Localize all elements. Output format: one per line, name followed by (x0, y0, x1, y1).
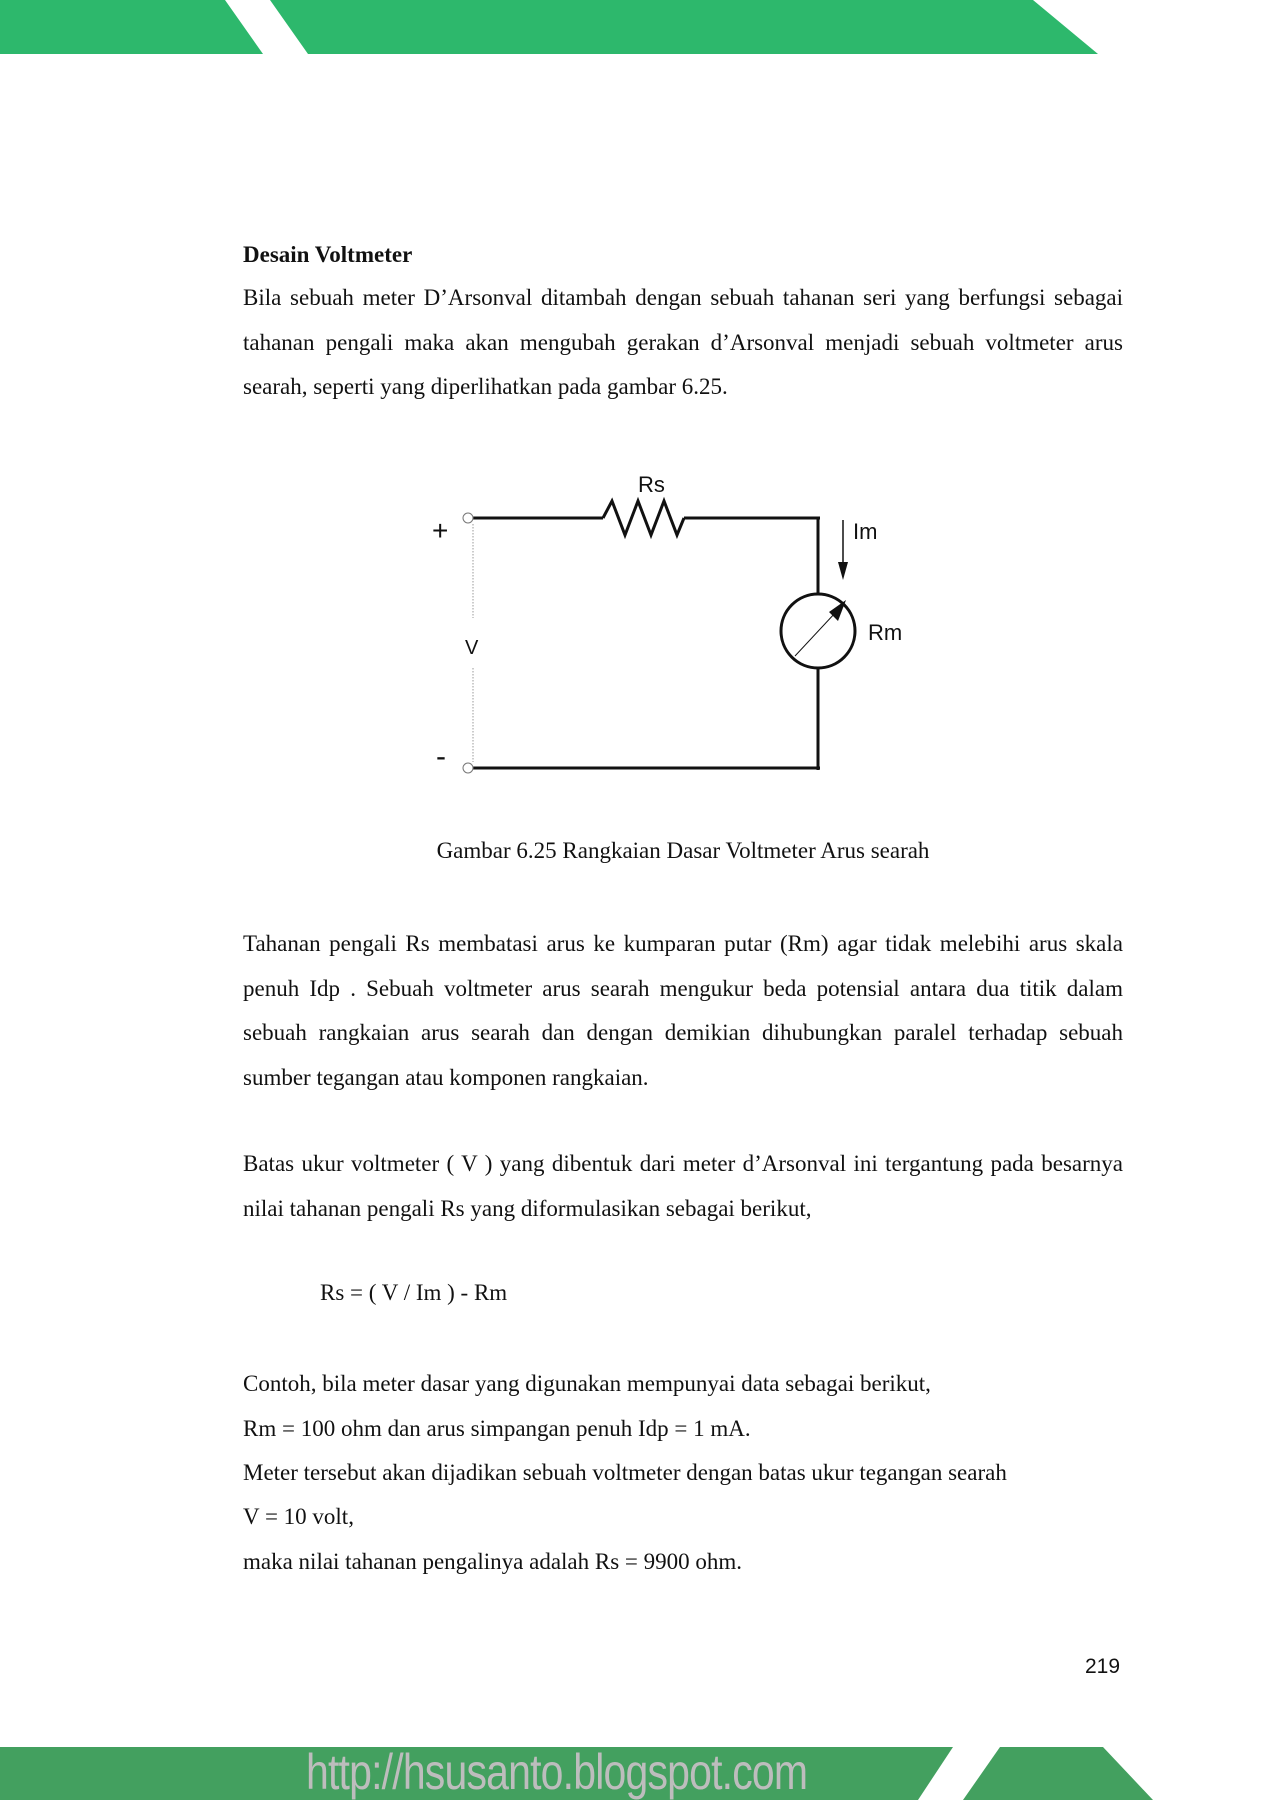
label-v: V (465, 637, 479, 659)
example-line: V = 10 volt, (243, 1504, 354, 1529)
label-minus: - (436, 740, 446, 773)
footer-url-watermark: http://hsusanto.blogspot.com (306, 1744, 808, 1800)
intro-paragraph: Bila sebuah meter D’Arsonval ditambah dengan sebuah tahanan seri yang berfungsi sebagai tahanan pengali maka akan mengubah gerakan d’Arsonval menjadi sebuah voltmeter arus searah, seperti yang diperlihatkan pada gambar 6.25. (243, 285, 1123, 399)
section-heading: Desain Voltmeter (243, 242, 413, 267)
page-number: 219 (1085, 1655, 1121, 1678)
example-line: maka nilai tahanan pengalinya adalah Rs = 9900 ohm. (243, 1549, 743, 1574)
figure-caption: Gambar 6.25 Rangkaian Dasar Voltmeter Arus searah (436, 838, 930, 863)
formula-rs: Rs = ( V / Im ) - Rm (320, 1280, 508, 1305)
label-im: Im (853, 519, 878, 544)
series-resistor-symbol (603, 501, 684, 535)
paragraph-current-limiting: Tahanan pengali Rs membatasi arus ke kumparan putar (Rm) agar tidak melebihi arus skala penuh Idp . Sebuah voltmeter arus searah mengukur beda potensial antara dua titik dalam sebuah rangkaian arus searah dan dengan demikian dihubungkan paralel terhadap sebuah sumber tegangan atau komponen rangkaian. (243, 931, 1123, 1090)
example-line: Meter tersebut akan dijadikan sebuah voltmeter dengan batas ukur tegangan searah (243, 1460, 1007, 1485)
label-rm: Rm (868, 620, 903, 645)
voltmeter-circuit-diagram (0, 0, 1272, 820)
meter-needle (795, 612, 836, 656)
meter-needle-arrowhead (829, 600, 846, 621)
label-rs: Rs (638, 472, 665, 497)
example-line: Contoh, bila meter dasar yang digunakan mempunyai data sebagai berikut, (243, 1371, 931, 1396)
current-arrow-head (838, 562, 848, 580)
negative-terminal (463, 763, 473, 773)
positive-terminal (463, 513, 473, 523)
paragraph-range: Batas ukur voltmeter ( V ) yang dibentuk dari meter d’Arsonval ini tergantung pada besarnya nilai tahanan pengali Rs yang diformulasikan sebagai berikut, (243, 1151, 1123, 1221)
footer-band-segment-right (963, 1747, 1153, 1800)
example-line: Rm = 100 ohm dan arus simpangan penuh Idp = 1 mA. (243, 1416, 751, 1441)
label-plus: + (432, 515, 449, 546)
